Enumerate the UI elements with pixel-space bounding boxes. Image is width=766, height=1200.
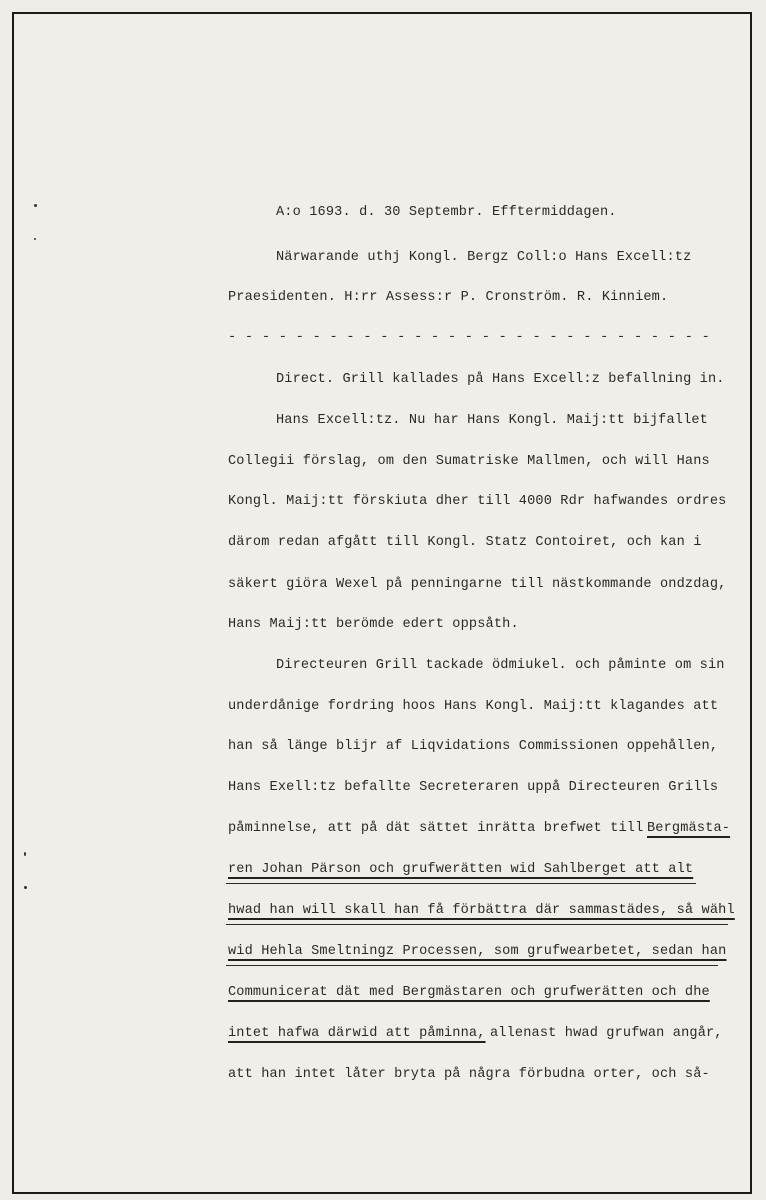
underlined-text-line: ren Johan Pärson och grufwerätten wid Sahlberget att alt [228, 862, 694, 877]
text-line: säkert giöra Wexel på penningarne till nästkommande ondzdag, [228, 577, 727, 592]
text-line: han så länge blijr af Liqvidations Commissionen oppehållen, [228, 739, 719, 754]
margin-mark [24, 886, 27, 889]
text-line: påminnelse, att på dät sättet inrätta brefwet till [228, 821, 644, 836]
underlined-text-line: Communicerat dät med Bergmästaren och grufwerätten och dhe [228, 985, 710, 1000]
text-line: Hans Maij:tt berömde edert oppsåth. [228, 617, 519, 632]
text-line: Directeuren Grill tackade ödmiukel. och påminte om sin [276, 658, 725, 673]
margin-mark [24, 852, 26, 856]
underlined-text: intet hafwa därwid att påminna, [228, 1026, 486, 1041]
text-line: Collegii förslag, om den Sumatriske Mallmen, och will Hans [228, 454, 710, 469]
date-heading: A:o 1693. d. 30 Septembr. Efftermiddagen. [276, 205, 617, 220]
text-line: Direct. Grill kallades på Hans Excell:z befallning in. [276, 372, 725, 387]
text-line: Närwarande uthj Kongl. Bergz Coll:o Hans Excell:tz [276, 250, 692, 265]
margin-mark [34, 204, 37, 207]
underlined-text-line: wid Hehla Smeltningz Processen, som grufwearbetet, sedan han [228, 944, 727, 959]
text-line: därom redan afgått till Kongl. Statz Contoiret, och kan i [228, 535, 702, 550]
text-line: Hans Exell:tz befallte Secreteraren uppå Directeuren Grills [228, 780, 719, 795]
underlined-text-line: hwad han will skall han få förbättra där sammastädes, så wähl [228, 903, 735, 918]
hand-drawn-underline [226, 924, 728, 925]
margin-mark [34, 238, 36, 240]
text-line: att han intet låter bryta på några förbudna orter, och så- [228, 1067, 710, 1082]
text-line: Kongl. Maij:tt förskiuta dher till 4000 Rdr hafwandes ordres [228, 494, 727, 509]
text-line: Hans Excell:tz. Nu har Hans Kongl. Maij:tt bijfallet [276, 413, 708, 428]
underlined-text: Bergmästa- [647, 821, 731, 836]
dashed-separator: - - - - - - - - - - - - - - - - - - - - - - - - - - - - - [228, 330, 711, 345]
hand-drawn-underline [226, 883, 696, 884]
document-page [12, 12, 752, 1194]
hand-drawn-underline [226, 965, 718, 966]
text-line: Praesidenten. H:rr Assess:r P. Cronström. R. Kinniem. [228, 290, 669, 305]
text-line: allenast hwad grufwan angår, [490, 1026, 723, 1041]
text-line: underdånige fordring hoos Hans Kongl. Maij:tt klagandes att [228, 699, 719, 714]
